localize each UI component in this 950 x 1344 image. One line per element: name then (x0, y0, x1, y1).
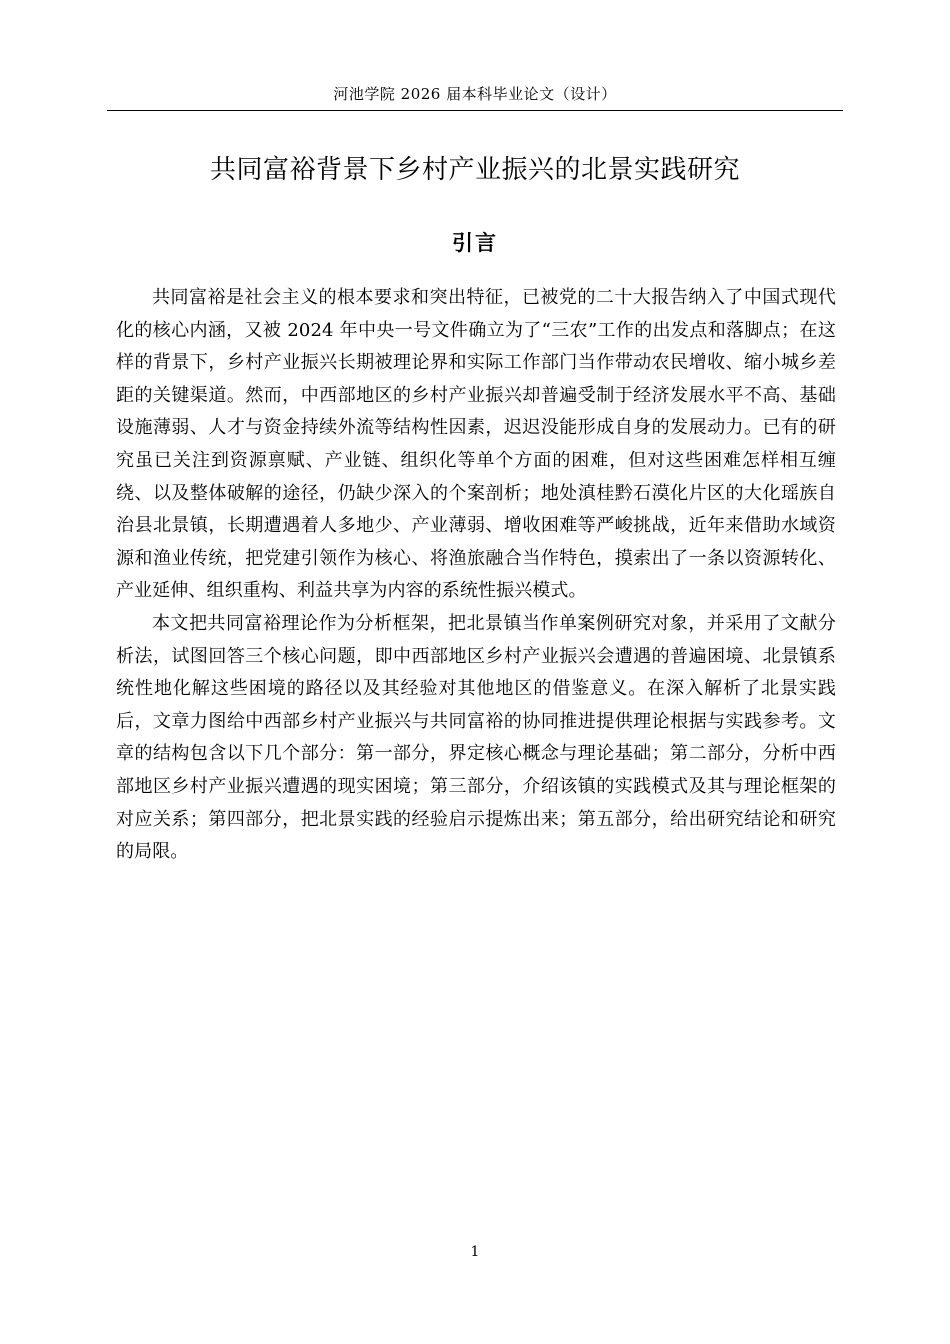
document-title: 共同富裕背景下乡村产业振兴的北景实践研究 (209, 155, 740, 185)
paragraph-2: 本文把共同富裕理论作为分析框架，把北景镇当作单案例研究对象，并采用了文献分析法，试图回答三个核心问题，即中西部地区乡村产业振兴会遭遇的普遍困境、北景镇系统性地化解这些困境的路径以及其经验对其他地区的借鉴意义。在深入解析了北景实践后，文章力图给中西部乡村产业振兴与共同富裕的协同推进提供理论根据与实践参考。文章的结构包含以下几个部分：第一部分，界定核心概念与理论基础；第二部分，分析中西部地区乡村产业振兴遭遇的现实困境；第三部分，介绍该镇的实践模式及其与理论框架的对应关系；第四部分，把北景实践的经验启示提炼出来；第五部分，给出研究结论和研究的局限。 (116, 612, 836, 863)
page-number: 1 (470, 1244, 480, 1260)
page-header: 河池学院 2026 届本科毕业论文（设计） (333, 85, 617, 103)
body-text (116, 282, 836, 869)
header-divider (107, 110, 843, 111)
paragraph-1: 共同富裕是社会主义的根本要求和突出特征，已被党的二十大报告纳入了中国式现代化的核心内涵，又被 2024 年中央一号文件确立为了“三农”工作的出发点和落脚点；在这样的背景下，乡村产业振兴长期被理论界和实际工作部门当作带动农民增收、缩小城乡差距的关键渠道。然而，中西部地区的乡村产业振兴却普遍受制于经济发展水平不高、基础设施薄弱、人才与资金持续外流等结构性因素，迟迟没能形成自身的发展动力。已有的研究虽已关注到资源禀赋、产业链、组织化等单个方面的困难，但对这些困难怎样相互缠绕、以及整体破解的途径，仍缺少深入的个案剖析；地处滇桂黔石漠化片区的大化瑶族自治县北景镇，长期遭遇着人多地少、产业薄弱、增收困难等严峻挑战，近年来借助水域资源和渔业传统，把党建引领作为核心、将渔旅融合当作特色，摸索出了一条以资源转化、产业延伸、组织重构、利益共享为内容的系统性振兴模式。 (116, 287, 836, 602)
section-heading: 引言 (452, 231, 498, 255)
